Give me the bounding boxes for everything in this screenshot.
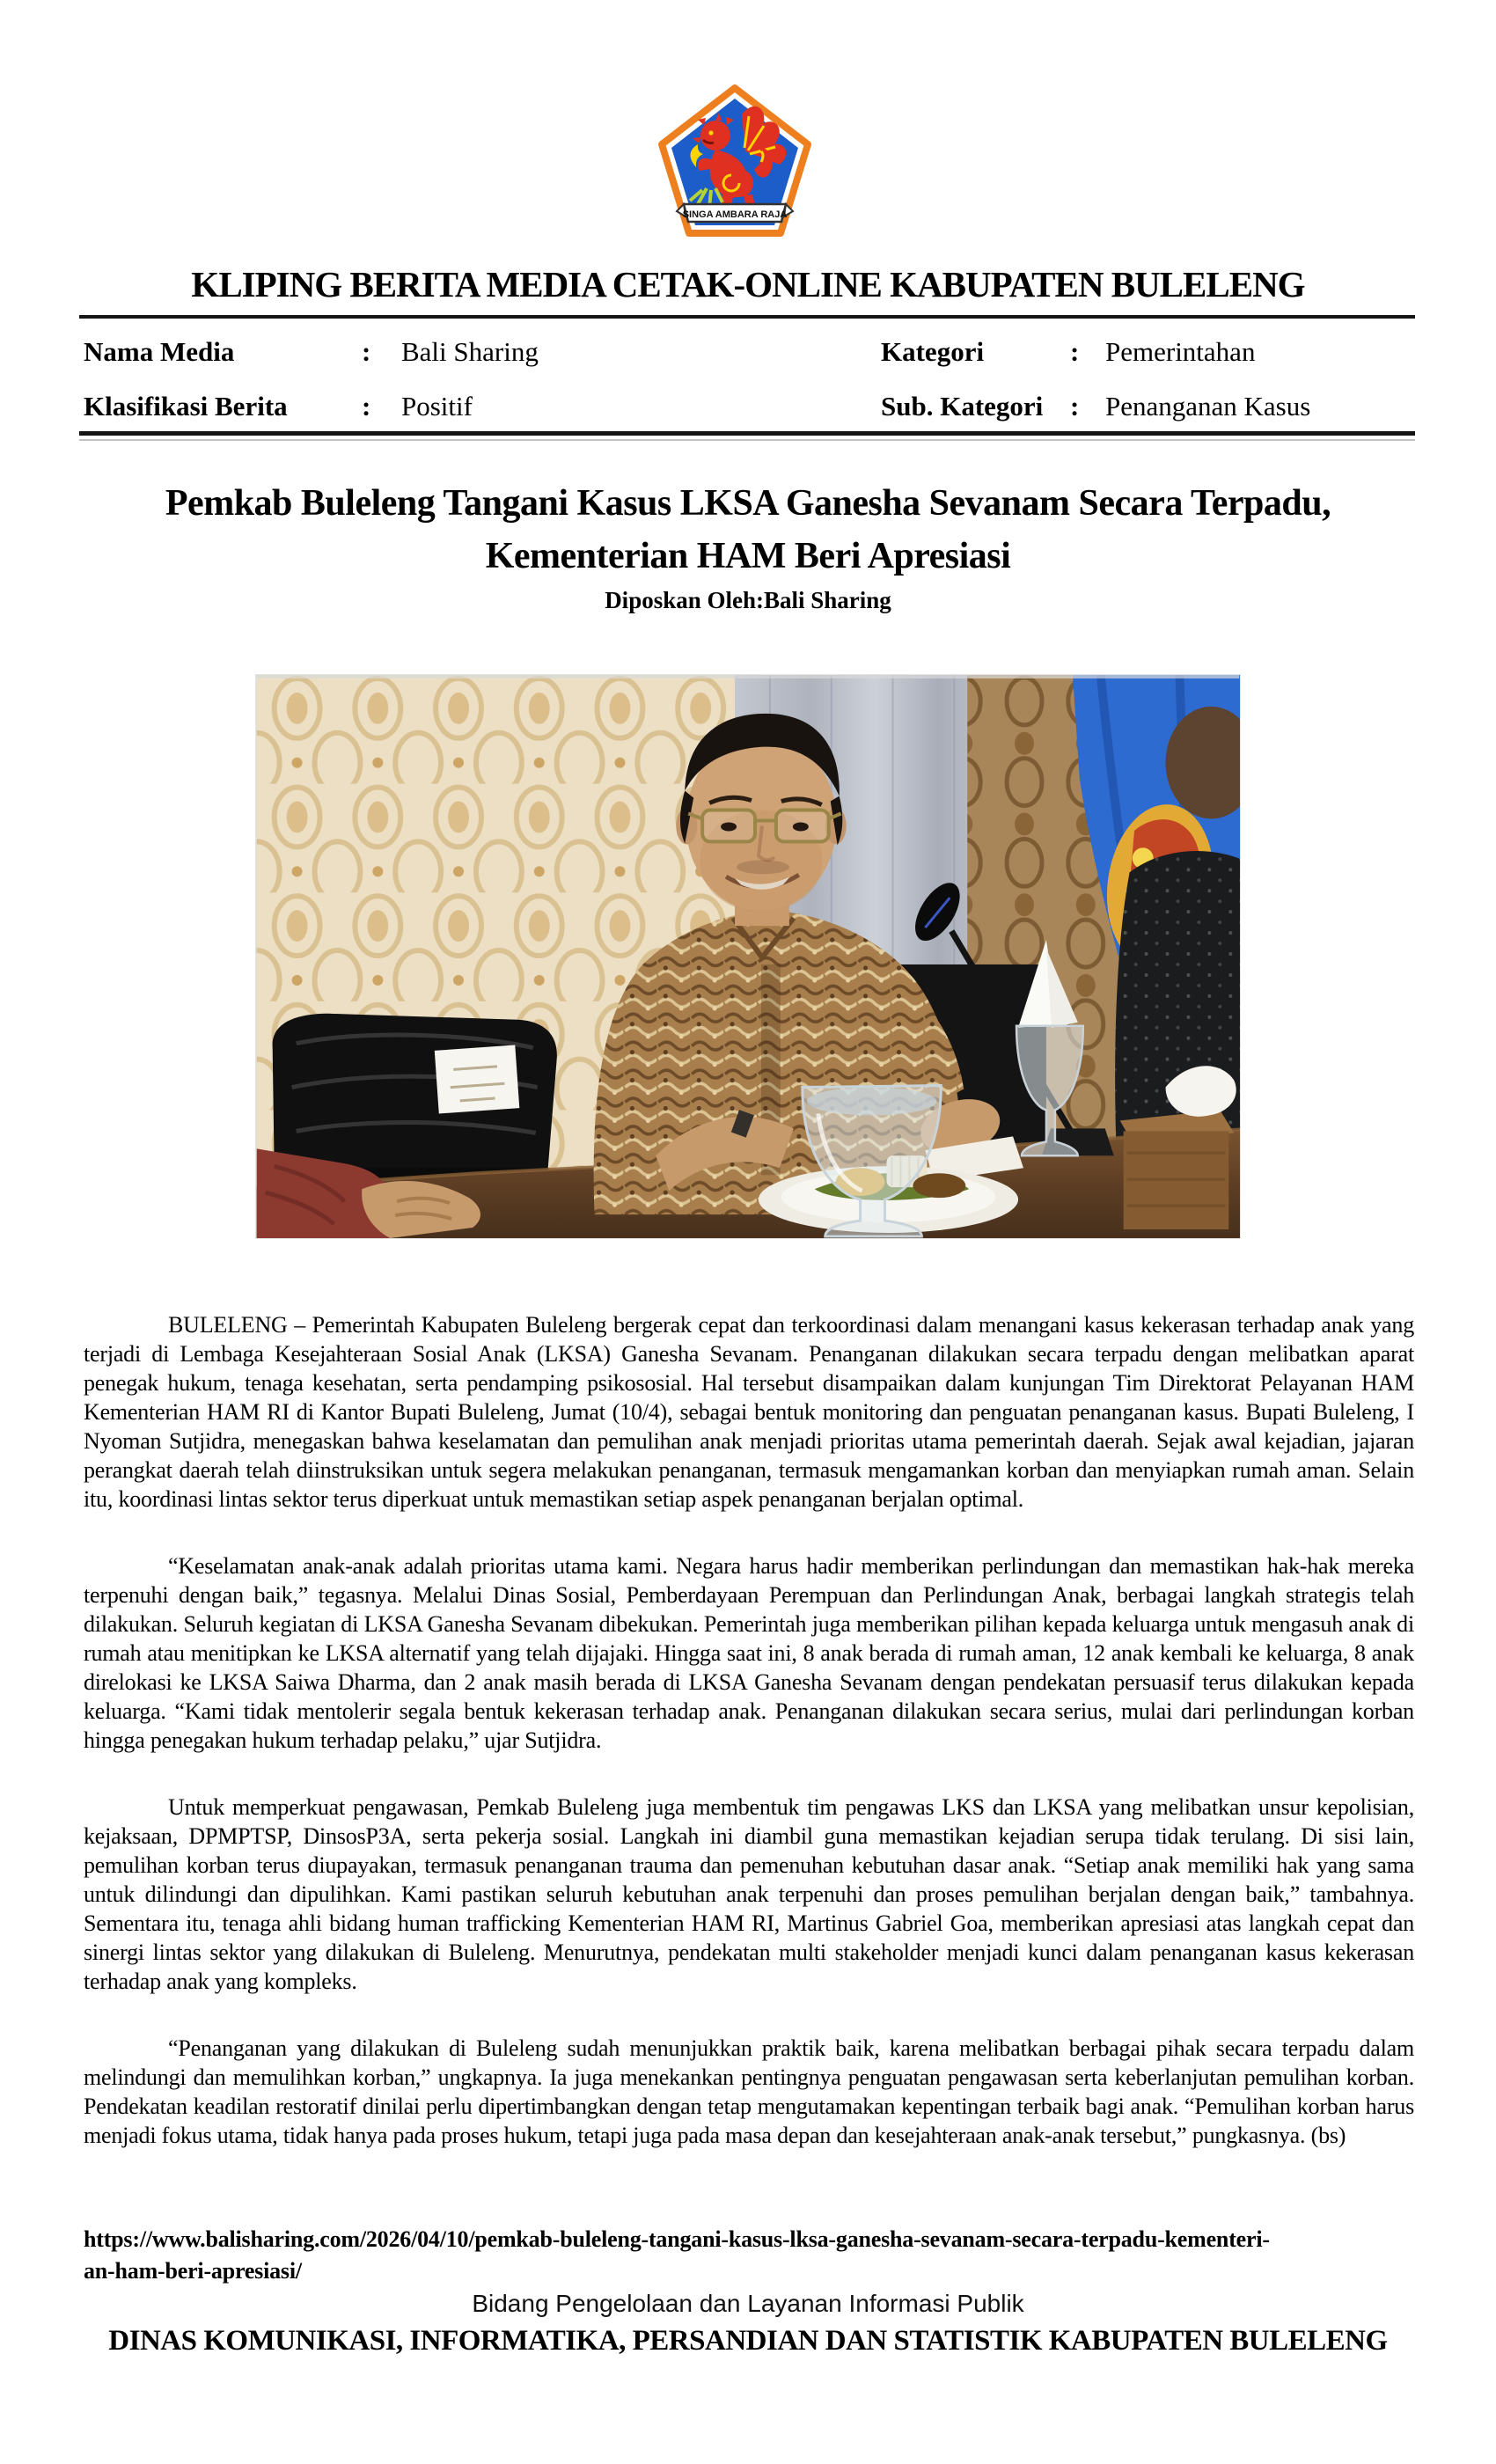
meta-value-kategori: Pemerintahan (1105, 336, 1256, 367)
article-byline: Diposkan Oleh:Bali Sharing (605, 587, 891, 613)
article-title-line1: Pemkab Buleleng Tangani Kasus LKSA Ganesha Sevanam Secara Terpadu, (165, 483, 1331, 524)
meta-label-klasifikasi: Klasifikasi Berita (84, 391, 288, 422)
footer-division-line: Bidang Pengelolaan dan Layanan Informasi Publik (472, 2290, 1024, 2317)
footer-agency-line: DINAS KOMUNIKASI, INFORMATIKA, PERSANDIAN DAN STATISTIK KABUPATEN BULELENG (108, 2325, 1388, 2357)
logo-banner-text: SINGA AMBARA RAJA (682, 209, 788, 220)
meta-label-sub-kategori: Sub. Kategori (881, 391, 1044, 422)
meta-table (84, 334, 1417, 444)
buleleng-coat-of-arms-icon (657, 84, 812, 239)
source-url-line1[interactable]: https://www.balisharing.com/2026/04/10/pemkab-buleleng-tangani-kasus-lksa-ganesha-sevanam-secara-terpadu-kementeri- (84, 2226, 1270, 2252)
paragraph-2: “Keselamatan anak-anak adalah prioritas utama kami. Negara harus hadir memberikan perlindungan dan memastikan hak-hak mereka terpenuhi dengan baik,” tegasnya. Melalui Dinas Sosial, Pemberdayaan Perempuan dan Perlindungan Anak, berbagai langkah strategis telah dilakukan. Seluruh kegiatan di LKSA Ganesha Sevanam dibekukan. Pemerintah juga memberikan pilihan kepada keluarga untuk mengasuh anak di rumah atau menitipkan ke LKSA alternatif yang telah dijajaki. Hingga saat ini, 8 anak berada di rumah aman, 12 anak kembali ke keluarga, 8 anak direlokasi ke LKSA Saiwa Dharma, dan 2 anak masih berada di LKSA Ganesha Sevanam dengan pendekatan persuasif terus dilakukan kepada keluarga. “Kami tidak mentolerir segala bentuk kekerasan terhadap anak. Penanganan dilakukan secara serius, mulai dari perlindungan korban hingga penegakan hukum terhadap pelaku,” ujar Sutjidra. (84, 1553, 1414, 1753)
chair-name-card (435, 1045, 519, 1113)
meta-divider-shadow (79, 439, 1415, 441)
meta-colon: : (362, 391, 371, 422)
header-divider (79, 315, 1415, 319)
article-photo (255, 674, 1241, 1239)
source-url-line2[interactable]: an-ham-beri-apresiasi/ (84, 2258, 302, 2284)
meta-label-kategori: Kategori (881, 336, 985, 367)
document-title: KLIPING BERITA MEDIA CETAK-ONLINE KABUPATEN BULELENG (191, 264, 1305, 304)
article-title-line2: Kementerian HAM Beri Apresiasi (485, 536, 1011, 576)
source-url[interactable] (84, 2224, 1414, 2287)
meta-value-klasifikasi: Positif (401, 391, 473, 422)
paragraph-3: Untuk memperkuat pengawasan, Pemkab Buleleng juga membentuk tim pengawas LKS dan LKSA yang melibatkan unsur kepolisian, kejaksaan, DPMPTSP, DinsosP3A, serta pekerja sosial. Langkah ini diambil guna memastikan kejadian serupa tidak terulang. Di sisi lain, pemulihan korban terus diupayakan, termasuk penanganan trauma dan pemenuhan kebutuhan dasar anak. “Setiap anak memiliki hak yang sama untuk dilindungi dan dipulihkan. Kami pastikan seluruh kebutuhan anak terpenuhi dan proses pemulihan berjalan dengan baik,” tambahnya. Sementara itu, tenaga ahli bidang human trafficking Kementerian HAM RI, Martinus Gabriel Goa, memberikan apresiasi atas langkah cepat dan sinergi lintas sektor yang dilakukan di Buleleng. Menurutnya, pendekatan multi stakeholder menjadi kunci dalam penanganan kasus kekerasan terhadap anak yang kompleks. (84, 1794, 1414, 1994)
meta-colon: : (1070, 336, 1080, 367)
paragraph-4: “Penanganan yang dilakukan di Buleleng sudah menunjukkan praktik baik, karena melibatkan berbagai pihak secara terpadu dalam melindungi dan memulihkan korban,” ungkapnya. Ia juga menekankan pentingnya penguatan pengawasan serta keberlanjutan pemulihan korban. Pendekatan keadilan restoratif dinilai perlu dipertimbangkan dengan tetap mengutamakan kepentingan terbaik bagi anak. “Pemulihan korban harus menjadi fokus utama, tidak hanya pada proses hukum, tetapi juga pada masa depan dan kesejahteraan anak-anak tersebut,” pungkasnya. (bs) (84, 2035, 1414, 2148)
meta-label-nama-media: Nama Media (84, 336, 235, 367)
meta-value-sub-kategori: Penanganan Kasus (1105, 391, 1311, 422)
paragraph-1: BULELENG – Pemerintah Kabupaten Buleleng bergerak cepat dan terkoordinasi dalam menangani kasus kekerasan terhadap anak yang terjadi di Lembaga Kesejahteraan Sosial Anak (LKSA) Ganesha Sevanam. Penanganan dilakukan secara terpadu dengan melibatkan aparat penegak hukum, tenaga kesehatan, serta pendamping psikososial. Hal tersebut disampaikan dalam kunjungan Tim Direktorat Pelayanan HAM Kementerian HAM RI di Kantor Bupati Buleleng, Jumat (10/4), sebagai bentuk monitoring dan penguatan penanganan kasus. Bupati Buleleng, I Nyoman Sutjidra, menegaskan bahwa keselamatan dan pemulihan anak menjadi prioritas utama pemerintah daerah. Sejak awal kejadian, jajaran perangkat daerah telah diinstruksikan untuk segera melakukan penanganan, termasuk mengamankan korban dan menyiapkan rumah aman. Selain itu, koordinasi lintas sektor terus diperkuat untuk memastikan setiap aspek penanganan berjalan optimal. (84, 1312, 1414, 1512)
meta-divider (79, 431, 1415, 436)
meta-colon: : (362, 336, 371, 367)
meta-value-nama-media: Bali Sharing (401, 336, 539, 367)
article-body (84, 1310, 1414, 2188)
meeting-photo-illustration (256, 675, 1240, 1238)
meta-colon: : (1070, 391, 1080, 422)
logo-banner (677, 204, 793, 222)
buleleng-logo (657, 84, 812, 239)
article-title-block (0, 477, 1496, 614)
